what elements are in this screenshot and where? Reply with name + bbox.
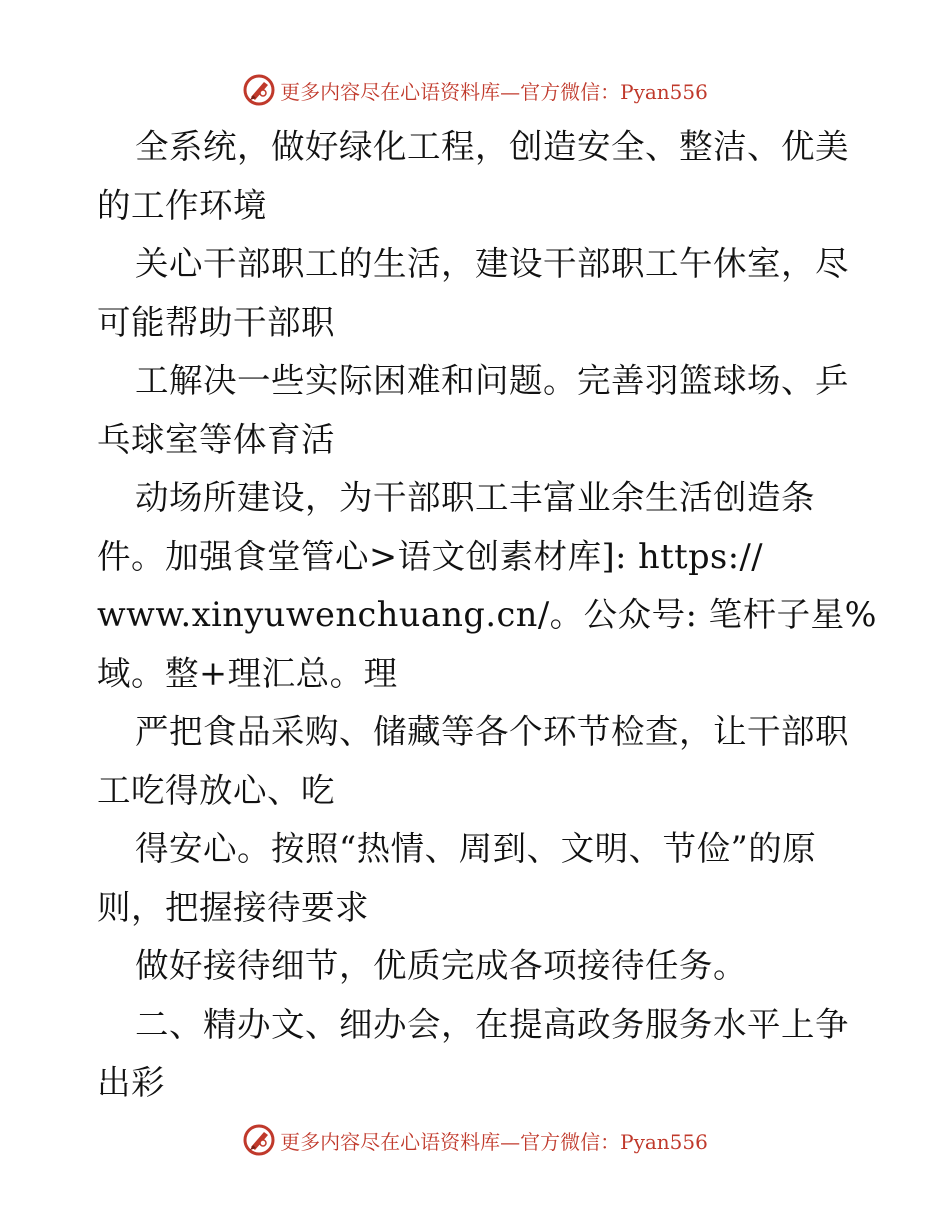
- text-line: 二、精办文、细办会，在提高政务服务水平上争: [135, 1004, 849, 1044]
- text-line: 关心干部职工的生活，建设干部职工午休室，尽: [135, 244, 849, 283]
- brand-logo-icon: [242, 1123, 276, 1157]
- footer-banner-text: 更多内容尽在心语资料库—官方微信：Pyan556: [280, 1129, 708, 1154]
- text-line: 域。整+理汇总。理: [97, 653, 398, 693]
- text-line: 可能帮助干部职: [97, 302, 335, 342]
- text-line: 乓球室等体育活: [97, 419, 335, 459]
- text-line: 严把食品采购、储藏等各个环节检查，让干部职: [135, 712, 849, 751]
- text-line: 得安心。按照“热情、周到、文明、节俭”的原: [135, 829, 817, 868]
- text-line: 动场所建设，为干部职工丰富业余生活创造条: [135, 478, 815, 517]
- header-banner-text: 更多内容尽在心语资料库—官方微信：Pyan556: [280, 79, 708, 104]
- text-line: www.xinyuwenchuang.cn/。公众号: 笔杆子星%: [97, 595, 877, 634]
- header-banner: [0, 70, 950, 110]
- text-line: 的工作环境: [97, 185, 267, 225]
- footer-banner: [0, 1120, 950, 1160]
- text-line: 工解决一些实际困难和问题。完善羽篮球场、乒: [135, 361, 849, 400]
- brand-logo-icon: [242, 73, 276, 107]
- text-line: 全系统，做好绿化工程，创造安全、整洁、优美: [135, 127, 849, 166]
- text-line: 做好接待细节，优质完成各项接待任务。: [135, 946, 747, 985]
- text-line: 工吃得放心、吃: [97, 770, 335, 810]
- text-line: 则，把握接待要求: [97, 887, 369, 927]
- text-line: 件。加强食堂管心>语文创素材库]: https://: [97, 536, 764, 576]
- text-line: 出彩: [97, 1063, 165, 1102]
- document-body: [97, 118, 877, 1113]
